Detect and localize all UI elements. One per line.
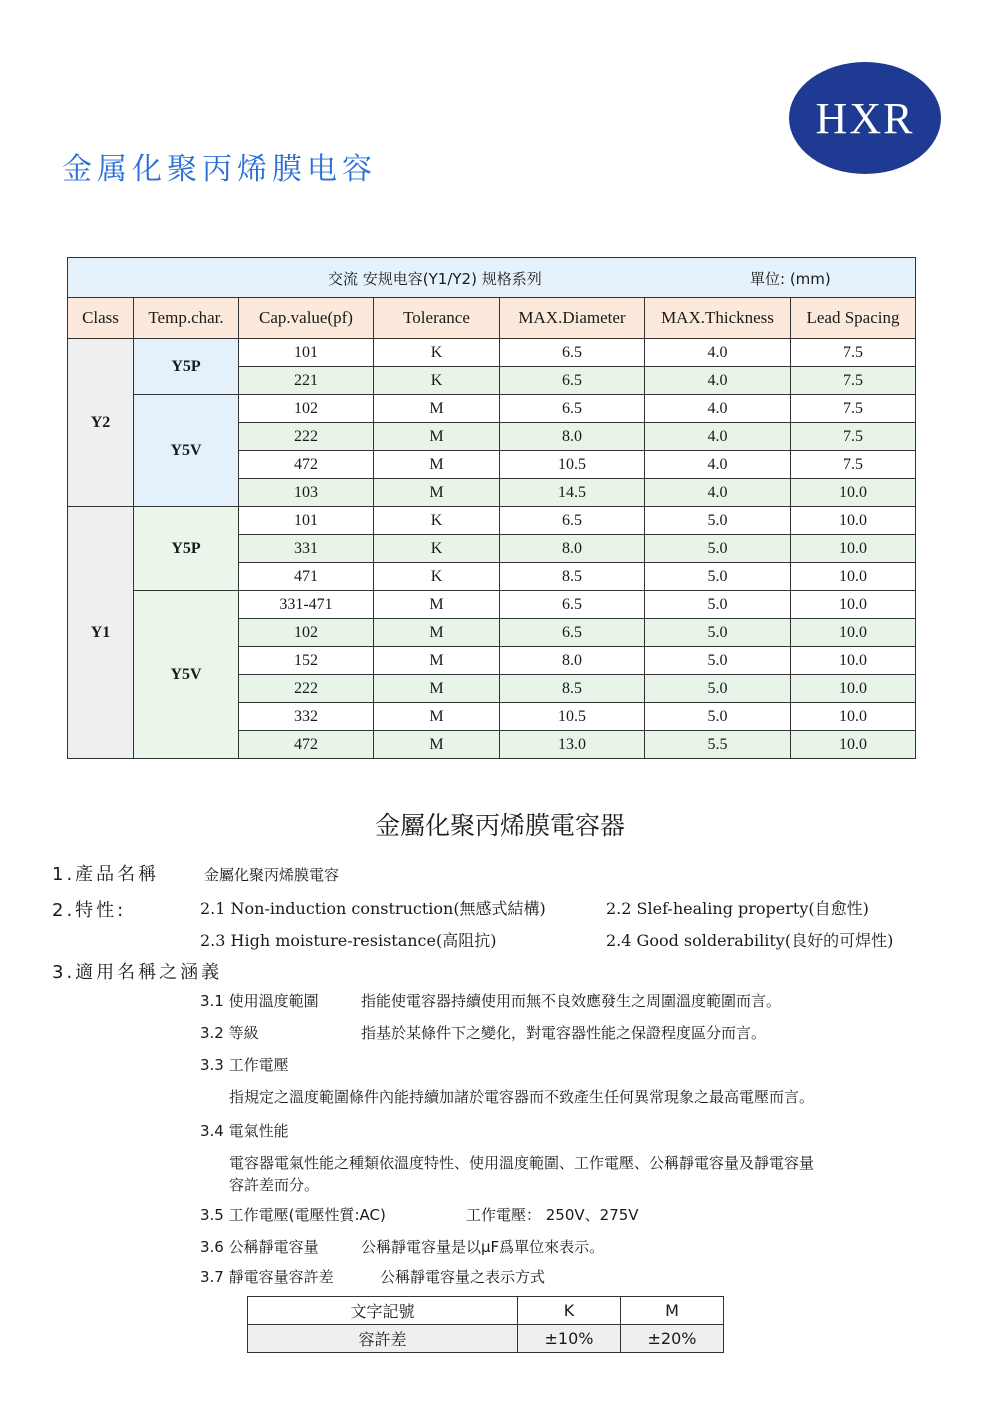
temp-cell: Y5V	[134, 591, 239, 759]
diameter-cell: 6.5	[500, 507, 645, 535]
lead-spacing-cell: 10.0	[791, 703, 916, 731]
lead-spacing-cell: 10.0	[791, 507, 916, 535]
tolerance-cell: K	[374, 339, 500, 367]
column-header: Cap.value(pf)	[239, 298, 374, 339]
diameter-cell: 6.5	[500, 339, 645, 367]
item-3-6-label: 3.6 公稱靜電容量	[200, 1238, 319, 1256]
cap-value-cell: 331-471	[239, 591, 374, 619]
lead-spacing-cell: 7.5	[791, 367, 916, 395]
lead-spacing-cell: 7.5	[791, 451, 916, 479]
tolerance-cell: K	[374, 367, 500, 395]
thickness-cell: 5.0	[645, 703, 791, 731]
cap-value-cell: 101	[239, 339, 374, 367]
lead-spacing-cell: 10.0	[791, 591, 916, 619]
diameter-cell: 8.0	[500, 535, 645, 563]
cap-value-cell: 222	[239, 423, 374, 451]
lead-spacing-cell: 10.0	[791, 675, 916, 703]
thickness-cell: 4.0	[645, 479, 791, 507]
diameter-cell: 8.0	[500, 647, 645, 675]
hxr-logo	[789, 62, 941, 174]
cap-value-cell: 101	[239, 507, 374, 535]
tolerance-cell: M	[374, 703, 500, 731]
tolerance-value-m: ±20%	[621, 1325, 724, 1353]
temp-cell: Y5P	[134, 339, 239, 395]
tolerance-cell: K	[374, 507, 500, 535]
cap-value-cell: 472	[239, 731, 374, 759]
cap-value-cell: 152	[239, 647, 374, 675]
section-3-heading: 3.適用名稱之涵義	[52, 962, 223, 983]
thickness-cell: 5.0	[645, 507, 791, 535]
table-row	[68, 507, 916, 535]
column-header: MAX.Diameter	[500, 298, 645, 339]
cap-value-cell: 102	[239, 395, 374, 423]
tolerance-cell: M	[374, 395, 500, 423]
diameter-cell: 13.0	[500, 731, 645, 759]
lead-spacing-cell: 10.0	[791, 563, 916, 591]
lead-spacing-cell: 10.0	[791, 731, 916, 759]
spec-table	[67, 257, 916, 759]
feature-2-1: 2.1 Non-induction construction(無感式結構)	[200, 899, 546, 918]
cap-value-cell: 332	[239, 703, 374, 731]
tolerance-cell: M	[374, 647, 500, 675]
section-heading: 金屬化聚丙烯膜電容器	[374, 811, 625, 840]
cap-value-cell: 221	[239, 367, 374, 395]
diameter-cell: 10.5	[500, 451, 645, 479]
temp-cell: Y5P	[134, 507, 239, 591]
logo-text: HXR	[815, 93, 915, 143]
tolerance-cell: M	[374, 479, 500, 507]
diameter-cell: 6.5	[500, 591, 645, 619]
item-3-4-label: 3.4 電氣性能	[200, 1122, 289, 1140]
class-cell-y2: Y2	[68, 339, 134, 507]
diameter-cell: 6.5	[500, 367, 645, 395]
diameter-cell: 14.5	[500, 479, 645, 507]
tolerance-code-label: 文字記號	[248, 1297, 518, 1325]
lead-spacing-cell: 7.5	[791, 395, 916, 423]
item-3-4-desc-line1: 電容器電氣性能之種類依溫度特性、使用溫度範圍、工作電壓、公稱靜電容量及靜電容量	[229, 1154, 815, 1172]
item-3-6-desc: 公稱靜電容量是以μF爲單位來表示。	[361, 1238, 605, 1256]
column-header: Lead Spacing	[791, 298, 916, 339]
item-3-3-label: 3.3 工作電壓	[200, 1056, 289, 1074]
item-3-1-label: 3.1 使用溫度範圍	[200, 992, 319, 1010]
tolerance-value-label: 容許差	[248, 1325, 518, 1353]
item-3-1-desc: 指能使電容器持續使用而無不良效應發生之周圍溫度範圍而言。	[361, 992, 782, 1010]
lead-spacing-cell: 7.5	[791, 423, 916, 451]
tolerance-cell: M	[374, 451, 500, 479]
item-3-2-desc: 指基於某條件下之變化，對電容器性能之保證程度區分而言。	[361, 1024, 767, 1042]
thickness-cell: 5.5	[645, 731, 791, 759]
item-3-7-desc: 公稱靜電容量之表示方式	[380, 1268, 546, 1286]
tolerance-code-k: K	[518, 1297, 621, 1325]
item-3-4-desc-line2: 容許差而分。	[229, 1176, 320, 1194]
feature-2-3: 2.3 High moisture-resistance(高阻抗)	[200, 931, 497, 950]
table-row	[68, 395, 916, 423]
cap-value-cell: 472	[239, 451, 374, 479]
table-row	[248, 1297, 724, 1325]
table-row	[68, 591, 916, 619]
diameter-cell: 6.5	[500, 619, 645, 647]
thickness-cell: 4.0	[645, 339, 791, 367]
thickness-cell: 5.0	[645, 563, 791, 591]
tolerance-cell: M	[374, 423, 500, 451]
temp-cell: Y5V	[134, 395, 239, 507]
tolerance-cell: M	[374, 591, 500, 619]
column-header: Class	[68, 298, 134, 339]
feature-2-4: 2.4 Good solderability(良好的可焊性)	[606, 931, 894, 950]
spec-header-row	[68, 298, 916, 339]
feature-2-2: 2.2 Slef-healing property(自愈性)	[606, 899, 869, 918]
tolerance-table	[247, 1296, 724, 1353]
diameter-cell: 8.5	[500, 675, 645, 703]
diameter-cell: 8.5	[500, 563, 645, 591]
tolerance-code-m: M	[621, 1297, 724, 1325]
thickness-cell: 4.0	[645, 367, 791, 395]
tolerance-cell: M	[374, 675, 500, 703]
thickness-cell: 5.0	[645, 647, 791, 675]
tolerance-cell: K	[374, 563, 500, 591]
lead-spacing-cell: 10.0	[791, 619, 916, 647]
class-cell-y1: Y1	[68, 507, 134, 759]
item-3-2-label: 3.2 等級	[200, 1024, 259, 1042]
column-header: Tolerance	[374, 298, 500, 339]
lead-spacing-cell: 10.0	[791, 479, 916, 507]
table-row	[68, 339, 916, 367]
lead-spacing-cell: 10.0	[791, 647, 916, 675]
thickness-cell: 4.0	[645, 423, 791, 451]
thickness-cell: 5.0	[645, 591, 791, 619]
tolerance-cell: K	[374, 535, 500, 563]
tolerance-cell: M	[374, 731, 500, 759]
item-3-5-value: 工作電壓： 250V、275V	[466, 1206, 639, 1224]
cap-value-cell: 471	[239, 563, 374, 591]
spec-caption-row	[68, 258, 916, 298]
column-header: MAX.Thickness	[645, 298, 791, 339]
diameter-cell: 8.0	[500, 423, 645, 451]
thickness-cell: 5.0	[645, 535, 791, 563]
table-row	[248, 1325, 724, 1353]
lead-spacing-cell: 10.0	[791, 535, 916, 563]
section-2-heading: 2.特性:	[52, 900, 127, 921]
section-1-heading: 1.產品名稱	[52, 864, 160, 885]
spec-caption-unit: 單位: (mm)	[750, 270, 831, 288]
thickness-cell: 4.0	[645, 451, 791, 479]
spec-caption	[68, 258, 916, 298]
item-3-5-label: 3.5 工作電壓(電壓性質:AC)	[200, 1206, 386, 1224]
column-header: Temp.char.	[134, 298, 239, 339]
product-name-text: 金屬化聚丙烯膜電容	[204, 866, 340, 884]
thickness-cell: 5.0	[645, 619, 791, 647]
cap-value-cell: 103	[239, 479, 374, 507]
diameter-cell: 10.5	[500, 703, 645, 731]
cap-value-cell: 331	[239, 535, 374, 563]
cap-value-cell: 222	[239, 675, 374, 703]
thickness-cell: 4.0	[645, 395, 791, 423]
tolerance-cell: M	[374, 619, 500, 647]
page-title: 金属化聚丙烯膜电容	[62, 152, 377, 187]
tolerance-value-k: ±10%	[518, 1325, 621, 1353]
diameter-cell: 6.5	[500, 395, 645, 423]
cap-value-cell: 102	[239, 619, 374, 647]
lead-spacing-cell: 7.5	[791, 339, 916, 367]
thickness-cell: 5.0	[645, 675, 791, 703]
spec-caption-title: 交流 安规电容(Y1/Y2) 规格系列	[328, 270, 542, 288]
item-3-3-desc: 指規定之溫度範圍條件內能持續加諸於電容器而不致產生任何異常現象之最高電壓而言。	[229, 1088, 815, 1106]
item-3-7-label: 3.7 靜電容量容許差	[200, 1268, 334, 1286]
